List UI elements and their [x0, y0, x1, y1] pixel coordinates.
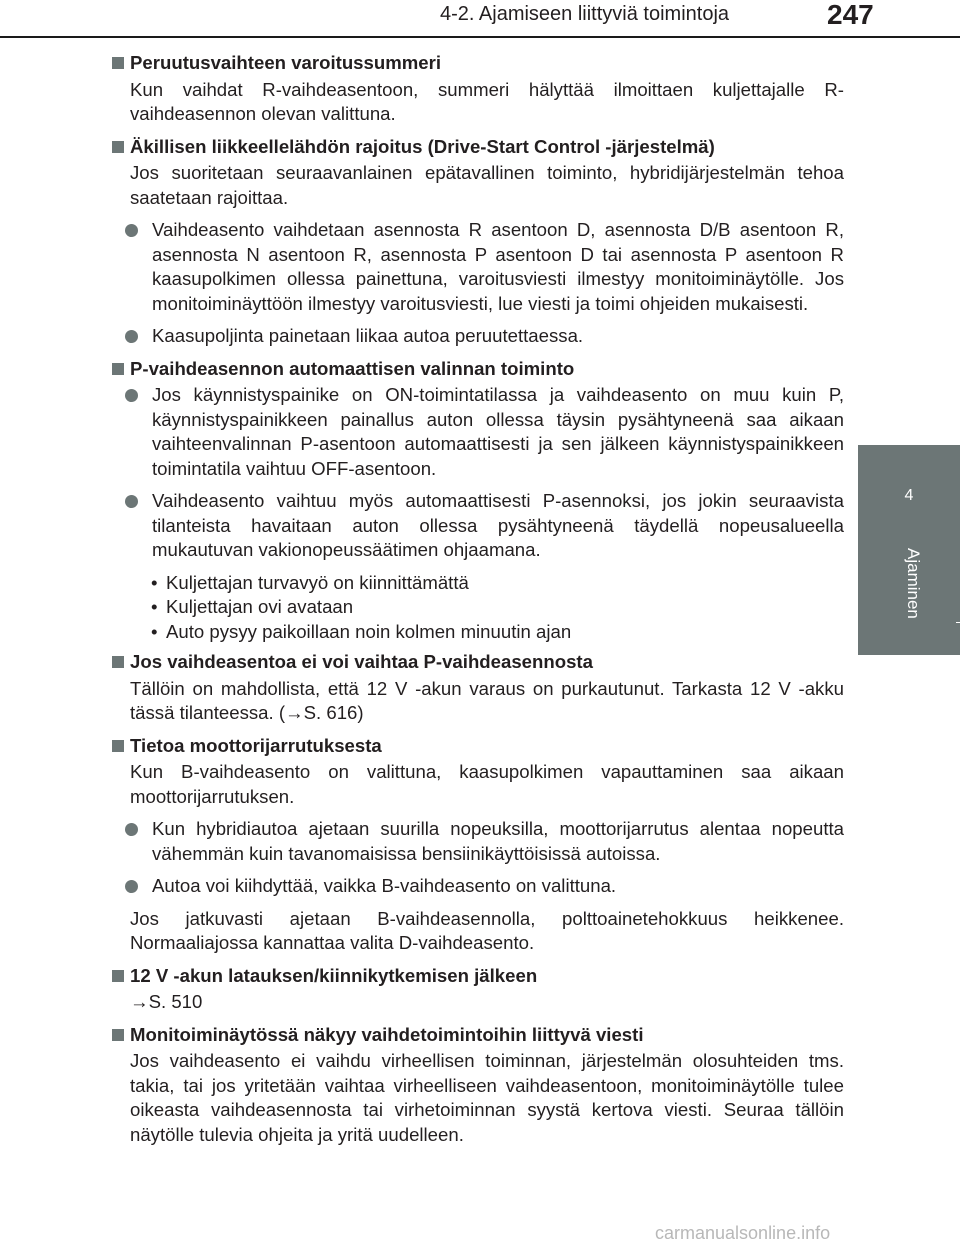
- page-number: 247: [827, 0, 874, 30]
- circle-bullet-icon: [125, 224, 138, 237]
- chapter-label: Ajaminen: [904, 548, 923, 619]
- list-item: Vaihdeasento vaihtuu myös automaattisesti P-asennoksi, jos jokin seuraavista tilanteista havaitaan auton ollessa pysähtyneenä täydellä nopeusalueella mukautuvan vakionopeussäätimen ohjaamana.: [118, 489, 844, 563]
- square-bullet-icon: [112, 656, 124, 668]
- list-item: Kun hybridiautoa ajetaan suurilla nopeuksilla, moottorijarrutus alentaa nopeutta vähemmän kuin tavanomaisissa bensiinikäyttöisissä autoissa.: [118, 817, 844, 866]
- circle-bullet-icon: [125, 823, 138, 836]
- list-item: Autoa voi kiihdyttää, vaikka B-vaihdeasento on valittuna.: [118, 874, 844, 899]
- header-divider: [0, 36, 960, 38]
- page-header: [0, 0, 960, 37]
- sub-list-item: • Kuljettajan ovi avataan: [151, 595, 844, 620]
- list-item: Vaihdeasento vaihdetaan asennosta R asentoon D, asennosta D/B asentoon R, asennosta N asentoon R, asennosta P asentoon D tai asennosta P asentoon R kaasupolkimen ollessa painettuna, varoitusviesti ilmestyy monitoiminäytölle. Jos monitoiminäyttöön ilmestyy varoitusviesti, lue viesti ja toimi ohjeiden mukaisesti.: [118, 218, 844, 316]
- list-item: Jos käynnistyspainike on ON-toimintatilassa ja vaihdeasento on muu kuin P, käynnistyspainikkeen painallus auton ollessa täysin pysähtyneenä saa aikaan vaihteenvalinnan P-asentoon automaattisesti ja sen jälkeen käynnistyspainikkeen toimintatila vaihtuu OFF-asentoon.: [118, 383, 844, 481]
- sub-list-item: • Auto pysyy paikoillaan noin kolmen minuutin ajan: [151, 620, 844, 645]
- circle-bullet-icon: [125, 330, 138, 343]
- section-paragraph: Kun B-vaihdeasento on valittuna, kaasupolkimen vapauttaminen saa aikaan moottorijarrutuksen.: [130, 761, 844, 807]
- section-heading: Äkillisen liikkeellelähdön rajoitus (Drive-Start Control -järjestelmä): [108, 135, 844, 160]
- sub-list: [151, 571, 844, 645]
- section-heading: Jos vaihdeasentoa ei voi vaihtaa P-vaihdeasennosta: [108, 650, 844, 675]
- page-body: [108, 45, 844, 1155]
- page-reference-link[interactable]: →S. 510: [130, 991, 203, 1012]
- circle-bullet-icon: [125, 389, 138, 402]
- square-bullet-icon: [112, 740, 124, 752]
- sub-list-item: • Kuljettajan turvavyö on kiinnittämättä: [151, 571, 844, 596]
- side-tab-tick: [956, 622, 960, 623]
- section-heading: 12 V -akun latauksen/kiinnikytkemisen jälkeen: [108, 964, 844, 989]
- section-heading: P-vaihdeasennon automaattisen valinnan toiminto: [108, 357, 844, 382]
- section-heading: Tietoa moottorijarrutuksesta: [108, 734, 844, 759]
- square-bullet-icon: [112, 970, 124, 982]
- square-bullet-icon: [112, 141, 124, 153]
- header-section-title: 4-2. Ajamiseen liittyviä toimintoja: [440, 3, 730, 25]
- square-bullet-icon: [112, 363, 124, 375]
- circle-bullet-icon: [125, 880, 138, 893]
- section-paragraph: Kun vaihdat R-vaihdeasentoon, summeri hälyttää ilmoittaen kuljettajalle R-vaihdeasennon olevan valittuna.: [130, 78, 844, 124]
- square-bullet-icon: [112, 1029, 124, 1041]
- section-paragraph: Jos vaihdeasento ei vaihdu virheellisen toiminnan, järjestelmän olosuhteiden tms. takia, tai jos yritetään vaihtaa virheelliseen vaihdeasentoon, monitoiminäytölle tulee oikeasta vaihdeasennosta tai virhetoiminnan syystä kertova viesti. Seuraa tällöin näytölle tulevia ohjeita ja yritä uudelleen.: [130, 1050, 844, 1145]
- chapter-number: 4: [904, 487, 914, 504]
- section-paragraph: Tällöin on mahdollista, että 12 V -akun varaus on purkautunut. Tarkasta 12 V -akku tässä tilanteessa. (→S. 616): [130, 677, 844, 723]
- watermark[interactable]: carmanualsonline.info: [655, 1223, 831, 1243]
- section-heading: Peruutusvaihteen varoitussummeri: [108, 51, 844, 76]
- list-item: Kaasupoljinta painetaan liikaa autoa peruutettaessa.: [118, 324, 844, 349]
- section-paragraph: Jos suoritetaan seuraavanlainen epätavallinen toiminto, hybridijärjestelmän tehoa saatetaan rajoittaa.: [130, 162, 844, 208]
- section-heading: Monitoiminäytössä näkyy vaihdetoimintoihin liittyvä viesti: [108, 1023, 844, 1048]
- square-bullet-icon: [112, 57, 124, 69]
- section-paragraph: Jos jatkuvasti ajetaan B-vaihdeasennolla, polttoainetehokkuus heikkenee. Normaaliajossa kannattaa valita D-vaihdeasento.: [130, 907, 844, 953]
- circle-bullet-icon: [125, 495, 138, 508]
